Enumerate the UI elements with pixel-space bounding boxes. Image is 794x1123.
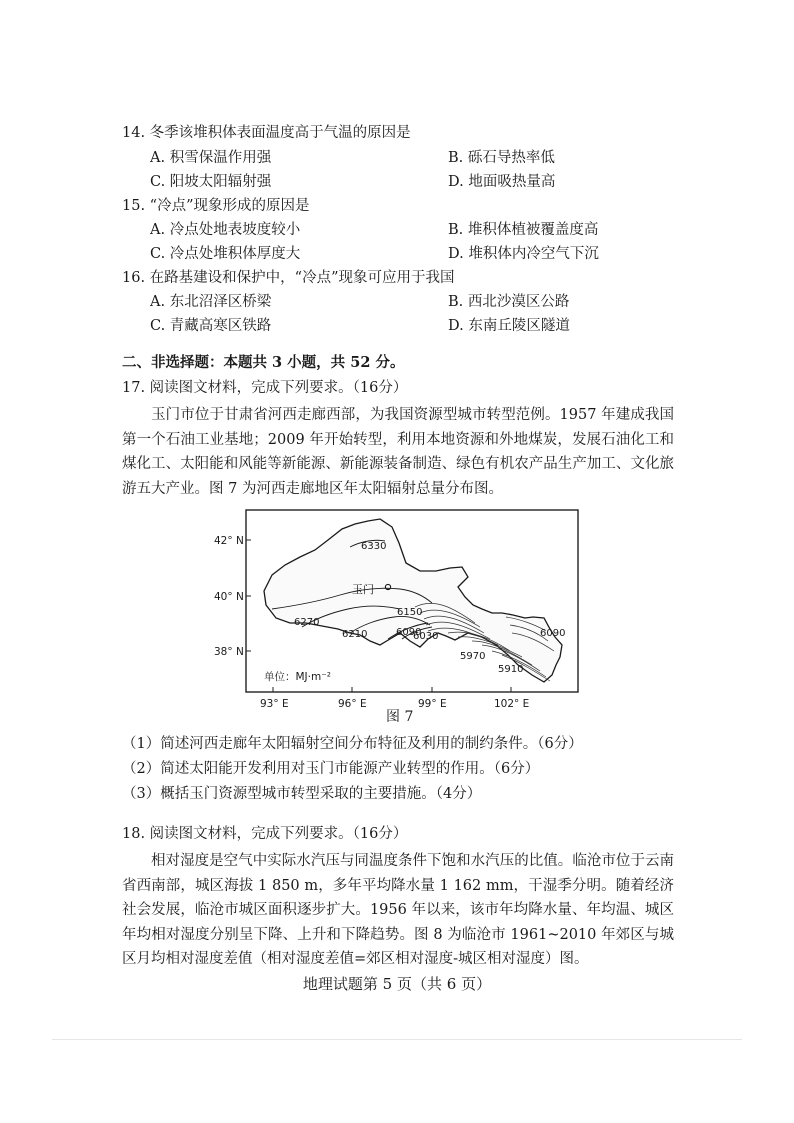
page-footer: 地理试题第 5 页（共 6 页） xyxy=(302,975,492,993)
question-16-option-d: D. 东南丘陵区隧道 xyxy=(448,318,570,334)
question-14-option-a: A. 积雪保温作用强 xyxy=(150,150,272,166)
page-bottom-divider xyxy=(52,1039,742,1040)
map-unit-label: 单位：MJ·m⁻² xyxy=(264,671,331,683)
question-15-option-c: C. 冷点处堆积体厚度大 xyxy=(150,246,301,262)
question-15-option-b: B. 堆积体植被覆盖度高 xyxy=(448,222,599,238)
question-16-option-c: C. 青藏高寒区铁路 xyxy=(150,318,272,334)
question-17-material-text: 玉门市位于甘肃省河西走廊西部，为我国资源型城市转型范例。1957 年建成我国第一个石油工业基地；2009 年开始转型，利用本地资源和外地煤炭，发展石油化工和煤化工、太阳能和风能等新能源、新能源装备制造、绿色有机农产品生产加工、文化旅游五大产业。图 7 为河西走廊地区年太阳辐射总量分布图。 xyxy=(122,407,674,497)
isoline-label-6330: 6330 xyxy=(361,541,387,552)
question-16-stem: 16. 在路基建设和保护中，“冷点”现象可应用于我国 xyxy=(122,270,455,286)
question-17-stem: 17. 阅读图文材料，完成下列要求。（16分） xyxy=(122,380,408,396)
isoline-label-5970: 5970 xyxy=(460,651,486,662)
lon-label-99e: 99° E xyxy=(418,698,447,710)
isoline-label-6210: 6210 xyxy=(342,629,368,640)
figure-7-caption: 图 7 xyxy=(386,709,414,725)
question-18-material-text: 相对湿度是空气中实际水汽压与同温度条件下饱和水汽压的比值。临沧市位于云南省西南部，城区海拔 1 850 m，多年平均降水量 1 162 mm，干湿季分明。随着经济社会发展，临沧市城区面积逐步扩大。1956 年以来，该市年均降水量、年均温、城区年均相对湿度分别呈下降、上升和下降趋势。图 8 为临沧市 1961~2010 年郊区与城区月均相对湿度差值（相对湿度差值=郊区相对湿度-城区相对湿度）图。 xyxy=(122,853,674,967)
question-18-stem: 18. 阅读图文材料，完成下列要求。（16分） xyxy=(122,826,408,842)
isoline-label-6090-east: 6090 xyxy=(540,628,566,639)
isoline-label-5910: 5910 xyxy=(498,664,524,675)
lat-label-38n: 38° N xyxy=(214,646,244,658)
question-15-option-a: A. 冷点处地表坡度较小 xyxy=(150,222,301,238)
question-15-stem: 15. “冷点”现象形成的原因是 xyxy=(122,198,310,214)
lon-label-96e: 96° E xyxy=(338,698,367,710)
question-14-option-d: D. 地面吸热量高 xyxy=(448,174,556,190)
yumen-city-label: 玉门 xyxy=(352,583,374,596)
question-14-option-b: B. 砾石导热率低 xyxy=(448,150,555,166)
question-14-option-c: C. 阳坡太阳辐射强 xyxy=(150,174,272,190)
figure-7-map xyxy=(210,505,590,730)
isoline-label-6270: 6270 xyxy=(294,617,320,628)
lon-label-93e: 93° E xyxy=(260,698,289,710)
lat-label-40n: 40° N xyxy=(214,591,244,603)
isoline-label-6090-west: 6090 xyxy=(396,627,422,638)
lat-label-42n: 42° N xyxy=(214,535,244,547)
question-17-material xyxy=(122,403,674,501)
isoline-label-6150: 6150 xyxy=(397,607,423,618)
isoline-label-6030: 6030 xyxy=(413,631,439,642)
lon-label-102e: 102° E xyxy=(494,698,530,710)
question-15-option-d: D. 堆积体内冷空气下沉 xyxy=(448,246,599,262)
question-17-sub-3: （3）概括玉门资源型城市转型采取的主要措施。（4分） xyxy=(122,786,482,802)
question-16-option-b: B. 西北沙漠区公路 xyxy=(448,294,570,310)
question-18-material xyxy=(122,849,674,972)
hexi-corridor-outline xyxy=(264,519,562,682)
question-17-sub-1: （1）简述河西走廊年太阳辐射空间分布特征及利用的制约条件。（6分） xyxy=(122,736,583,752)
section-2-heading: 二、非选择题：本题共 3 小题，共 52 分。 xyxy=(122,354,405,371)
question-16-option-a: A. 东北沼泽区桥梁 xyxy=(150,294,272,310)
question-17-sub-2: （2）简述太阳能开发利用对玉门市能源产业转型的作用。（6分） xyxy=(122,761,540,777)
question-14-stem: 14. 冬季该堆积体表面温度高于气温的原因是 xyxy=(122,125,411,141)
